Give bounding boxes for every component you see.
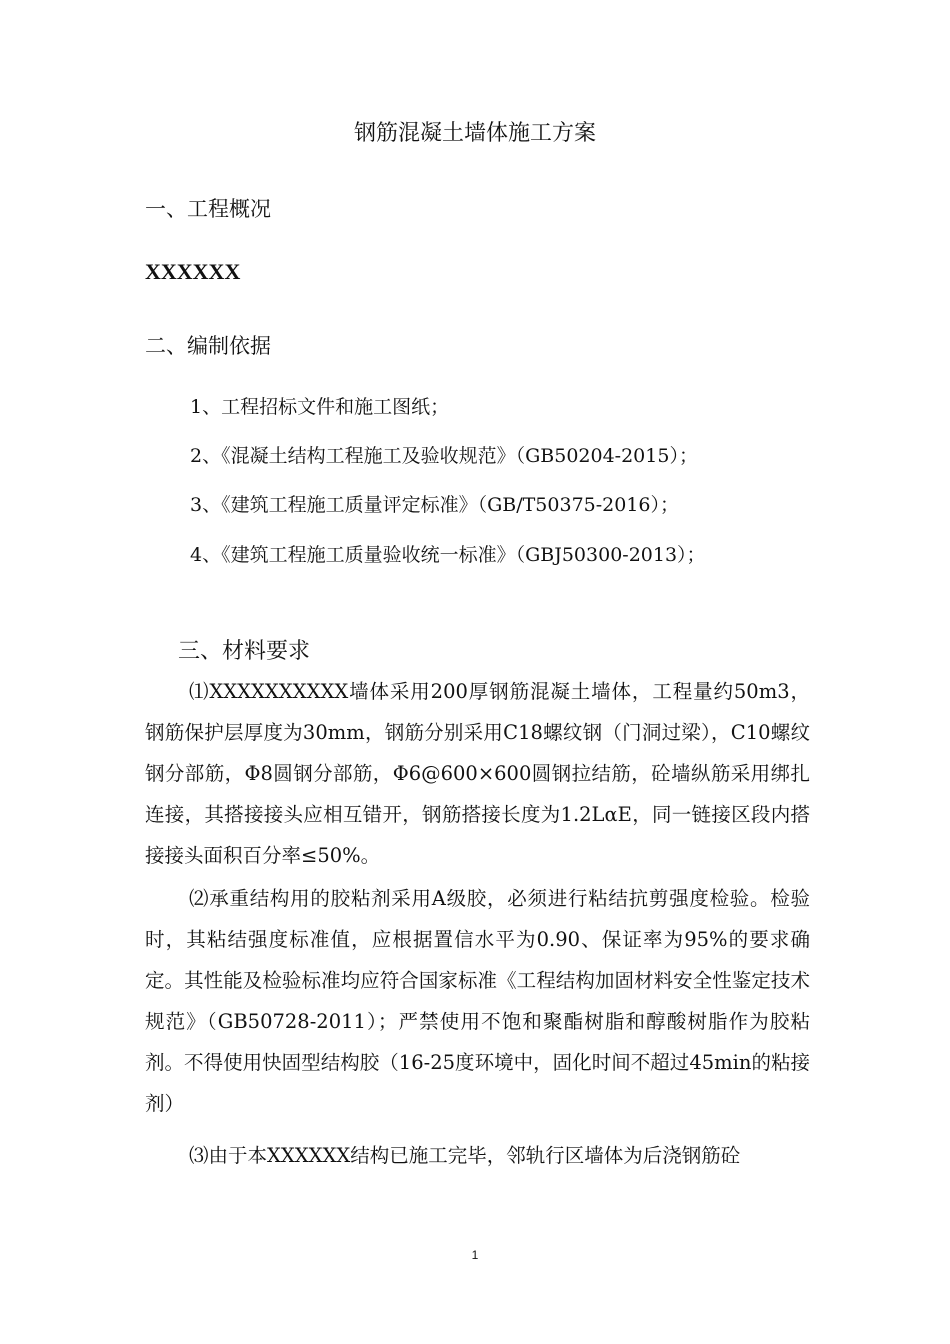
basis-item-2: 2、《混凝土结构工程施工及验收规范》（GB50204-2015）； — [190, 445, 698, 467]
basis-item-3: 3、《建筑工程施工质量评定标准》（GB/T50375-2016）； — [190, 494, 680, 516]
material-paragraph-3: ⑶由于本XXXXXX结构已施工完毕，邻轨行区墙体为后浇钢筋砼 — [189, 1144, 741, 1167]
basis-item-1: 1、工程招标文件和施工图纸； — [190, 396, 450, 418]
basis-item-4: 4、《建筑工程施工质量验收统一标准》（GBJ50300-2013）； — [190, 544, 706, 566]
section-3-heading: 三、材料要求 — [178, 639, 311, 664]
section-1-heading: 一、工程概况 — [145, 197, 271, 221]
project-overview-text: XXXXXX — [145, 259, 241, 284]
document-title: 钢筋混凝土墙体施工方案 — [353, 121, 596, 146]
section-2-heading: 二、编制依据 — [145, 334, 271, 358]
material-paragraph-2: ⑵承重结构用的胶粘剂采用A级胶，必须进行粘结抗剪强度检验。检验时，其粘结强度标准值，应根据置信水平为0.90、保证率为95%的要求确定。其性能及检验标准均应符合国家标准《工程结构加固材料安全性鉴定技术规范》（GB50728-2011）；严禁使用不饱和聚酯树脂和醇酸树脂作为胶粘剂。不得使用快固型结构胶（16-25度环境中，固化时间不超过45min的粘接剂） — [145, 887, 810, 1115]
page-number: 1 — [471, 1248, 479, 1262]
material-paragraph-1: ⑴XXXXXXXXXX墙体采用200厚钢筋混凝土墙体，工程量约50m3，钢筋保护层厚度为30mm，钢筋分别采用C18螺纹钢（门洞过梁），C10螺纹钢分部筋，Φ8圆钢分部筋，Φ6@600×600圆钢拉结筋，砼墙纵筋采用绑扎连接，其搭接接头应相互错开，钢筋搭接长度为1.2LαE，同一链接区段内搭接接头面积百分率≤50%。 — [145, 680, 810, 867]
